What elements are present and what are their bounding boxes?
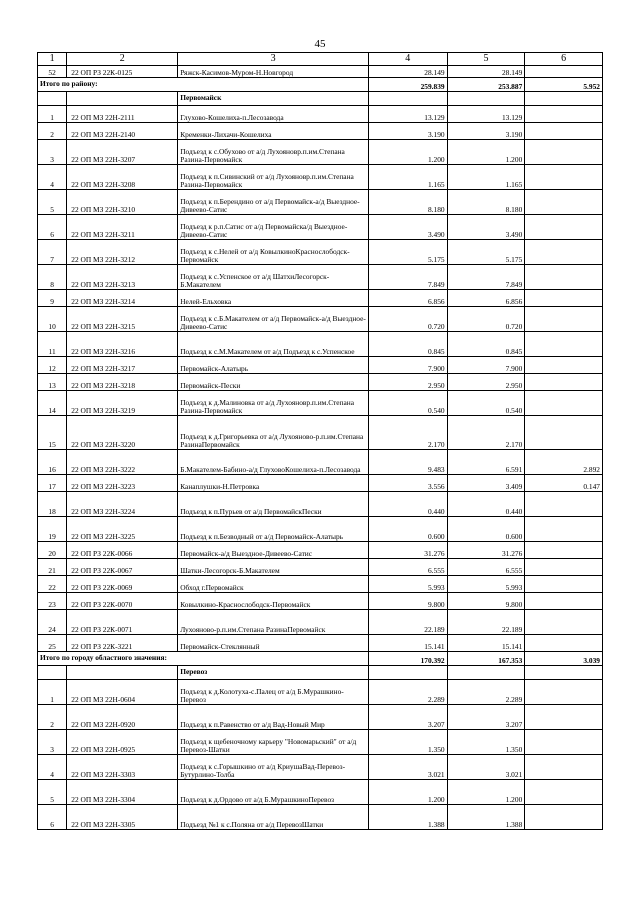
value-col6 [525,140,603,165]
table-row [38,542,603,559]
road-name: Подъезд к п.Безводный от а/д Первомайск-Алатырь [178,517,369,542]
total-label: Итого по городу областного значения: [38,652,369,666]
header-cell: 3 [178,53,369,66]
total-col6: 3.039 [525,652,603,666]
table-row [38,475,603,492]
road-code: 22 ОП МЗ 22Н-3223 [67,475,178,492]
total-col4: 170.392 [368,652,447,666]
value-col4: 3.556 [368,475,447,492]
value-col6: 2.892 [525,450,603,475]
table-row [38,450,603,475]
road-code: 22 ОП МЗ 22Н-3304 [67,780,178,805]
row-number: 9 [38,290,67,307]
value-col4: 0.600 [368,517,447,542]
value-col4: 3.207 [368,705,447,730]
value-col6 [525,332,603,357]
row-number: 2 [38,123,67,140]
road-code: 22 ОП РЗ 22К-3221 [67,635,178,652]
value-col4: 7.900 [368,357,447,374]
table-row [38,610,603,635]
value-col6 [525,265,603,290]
table-row [38,593,603,610]
total-col6: 5.952 [525,78,603,92]
road-code: 22 ОП РЗ 22К-0069 [67,576,178,593]
value-col4: 1.165 [368,165,447,190]
road-name: Подъезд к д.Малиновка от а/д Лухояновр.п.им.Степана Разина-Первомайск [178,391,369,416]
row-number: 19 [38,517,67,542]
table-row [38,240,603,265]
value-col6 [525,374,603,391]
row-number: 4 [38,165,67,190]
road-code: 22 ОП МЗ 22Н-3225 [67,517,178,542]
road-name: Первомайск-а/д Выездное-Дивеево-Сатис [178,542,369,559]
road-code: 22 ОП РЗ 22К-0071 [67,610,178,635]
table-row [38,705,603,730]
value-col5: 6.856 [447,290,525,307]
road-name: Подъезд к п.Пурьев от а/д ПервомайскПески [178,492,369,517]
road-code: 22 ОП МЗ 22Н-3213 [67,265,178,290]
road-code: 22 ОП МЗ 22Н-3217 [67,357,178,374]
row-number: 2 [38,705,67,730]
header-cell: 4 [368,53,447,66]
total-col5: 167.353 [447,652,525,666]
empty-cell [67,92,178,106]
row-number: 10 [38,307,67,332]
total-col4: 259.839 [368,78,447,92]
road-name: Подъезд к п.Равенство от а/д Вад-Новый Мир [178,705,369,730]
value-col4: 0.845 [368,332,447,357]
value-col6 [525,416,603,450]
road-name: Подъезд к щебеночному карьеру "Новомарьский" от а/д Перевоз-Шатки [178,730,369,755]
table-row [38,66,603,78]
table-row [38,492,603,517]
value-col5: 13.129 [447,106,525,123]
road-name: Б.Макателем-Бабино-а/д ГлуховоКошелиха-п.Лесозавода [178,450,369,475]
value-col6 [525,635,603,652]
row-number: 6 [38,215,67,240]
row-number: 21 [38,559,67,576]
road-name: Подъезд к п.Берендино от а/д Первомайск-а/д Выездное-Дивеево-Сатис [178,190,369,215]
value-col4: 1.350 [368,730,447,755]
value-col4: 1.200 [368,140,447,165]
road-name: Нелей-Ельховка [178,290,369,307]
row-number: 5 [38,780,67,805]
value-col5: 1.165 [447,165,525,190]
road-code: 22 ОП МЗ 22Н-3218 [67,374,178,391]
road-code: 22 ОП МЗ 22Н-3214 [67,290,178,307]
road-name: Подъезд к д.Григорьевка от а/д Лухояново-р.п.им.Степана РазинаПервомайск [178,416,369,450]
total-col5: 253.887 [447,78,525,92]
value-col6 [525,576,603,593]
road-name: Кременки-Лихачи-Кошелиха [178,123,369,140]
row-number: 14 [38,391,67,416]
road-name: Подъезд к р.п.Сатис от а/д Первомайска/д Выездное-Дивеево-Сатис [178,215,369,240]
value-col5: 1.200 [447,140,525,165]
value-col6 [525,680,603,705]
value-col5: 0.540 [447,391,525,416]
value-col5: 1.350 [447,730,525,755]
value-col6 [525,357,603,374]
value-col6 [525,307,603,332]
value-col4: 0.720 [368,307,447,332]
value-col5: 5.993 [447,576,525,593]
value-col5: 3.207 [447,705,525,730]
value-col4: 9.483 [368,450,447,475]
value-col6 [525,559,603,576]
table-row [38,576,603,593]
table-row [38,780,603,805]
row-number: 15 [38,416,67,450]
value-col5: 22.189 [447,610,525,635]
section-row [38,92,603,106]
value-col4: 1.388 [368,805,447,830]
value-col4: 22.189 [368,610,447,635]
page-number: 45 [314,38,326,50]
road-name: Подъезд к с.М.Макателем от а/д Подъезд к с.Успенское [178,332,369,357]
value-col6 [525,165,603,190]
road-name: Подъезд к с.Горышкино от а/д КриушаВад-Перевоз-Бутурлино-Толба [178,755,369,780]
value-col4: 2.950 [368,374,447,391]
row-number: 7 [38,240,67,265]
road-code: 22 ОП МЗ 22Н-3303 [67,755,178,780]
table-row [38,123,603,140]
table-row [38,190,603,215]
row-number: 23 [38,593,67,610]
road-code: 22 ОП МЗ 22Н-0920 [67,705,178,730]
row-number: 18 [38,492,67,517]
value-col4: 6.856 [368,290,447,307]
row-number: 24 [38,610,67,635]
value-col6 [525,391,603,416]
value-col6 [525,730,603,755]
row-number: 1 [38,106,67,123]
value-col6 [525,805,603,830]
road-name: Подъезд к с.Б.Макателем от а/д Первомайск-а/д Выездное-Дивеево-Сатис [178,307,369,332]
road-code: 22 ОП МЗ 22Н-2140 [67,123,178,140]
value-col4: 3.190 [368,123,447,140]
table-row [38,307,603,332]
value-col6 [525,517,603,542]
row-number: 25 [38,635,67,652]
table-row [38,357,603,374]
table-row [38,755,603,780]
road-code: 22 ОП МЗ 22Н-3305 [67,805,178,830]
value-col6 [525,755,603,780]
road-code: 22 ОП РЗ 22К-0067 [67,559,178,576]
table-row [38,391,603,416]
section-title: Перевоз [178,666,369,680]
road-code: 22 ОП РЗ 22К-0070 [67,593,178,610]
row-number: 3 [38,730,67,755]
road-name: Шатки-Лесогорск-Б.Макателем [178,559,369,576]
value-col5: 3.190 [447,123,525,140]
value-col6 [525,542,603,559]
road-name: Подъезд к с.Нелей от а/д КовылкиноКраснослободск-Первомайск [178,240,369,265]
road-code: 22 ОП МЗ 22Н-3219 [67,391,178,416]
row-number: 22 [38,576,67,593]
road-name: Первомайск-Стеклянный [178,635,369,652]
value-col6 [525,123,603,140]
value-col5: 1.388 [447,805,525,830]
row-number: 11 [38,332,67,357]
table-row [38,805,603,830]
value-col5: 3.409 [447,475,525,492]
road-code: 22 ОП МЗ 22Н-2111 [67,106,178,123]
value-col4: 7.849 [368,265,447,290]
value-col5: 7.900 [447,357,525,374]
table-row [38,165,603,190]
value-col5: 31.276 [447,542,525,559]
table-row [38,215,603,240]
empty-cell [447,92,525,106]
road-code: 22 ОП МЗ 22Н-0925 [67,730,178,755]
road-code: 22 ОП МЗ 22Н-3215 [67,307,178,332]
row-number: 6 [38,805,67,830]
value-col6: 0.147 [525,475,603,492]
value-col5: 8.180 [447,190,525,215]
value-col5: 6.591 [447,450,525,475]
total-label: Итого по району: [38,78,369,92]
value-col4: 9.800 [368,593,447,610]
section-title: Первомайск [178,92,369,106]
road-code: 22 ОП МЗ 22Н-3220 [67,416,178,450]
value-col5: 5.175 [447,240,525,265]
roads-table [37,52,603,830]
value-col5: 1.200 [447,780,525,805]
table-row [38,332,603,357]
value-col5: 0.845 [447,332,525,357]
section-row [38,666,603,680]
value-col4: 5.175 [368,240,447,265]
table-row [38,517,603,542]
road-name: Лухояново-р.п.им.Степана РазинаПервомайск [178,610,369,635]
road-code: 22 ОП МЗ 22Н-3210 [67,190,178,215]
row-number: 17 [38,475,67,492]
value-col5: 3.021 [447,755,525,780]
road-name: Подъезд №1 к с.Поляна от а/д ПеревозШатки [178,805,369,830]
value-col4: 31.276 [368,542,447,559]
value-col4: 0.440 [368,492,447,517]
table-row [38,290,603,307]
row-number: 20 [38,542,67,559]
table-row [38,106,603,123]
total-row [38,652,603,666]
empty-cell [38,666,67,680]
header-cell: 2 [67,53,178,66]
value-col6 [525,610,603,635]
value-col4: 1.200 [368,780,447,805]
value-col5: 2.950 [447,374,525,391]
empty-cell [368,92,447,106]
row-number: 3 [38,140,67,165]
value-col5: 2.170 [447,416,525,450]
table-row [38,416,603,450]
table-row [38,730,603,755]
road-code: 22 ОП МЗ 22Н-3216 [67,332,178,357]
road-name: Обход г.Первомайск [178,576,369,593]
table-row [38,635,603,652]
value-col4: 28.149 [368,66,447,78]
value-col6 [525,66,603,78]
road-name: Ковылкино-Краснослободск-Первомайск [178,593,369,610]
value-col6 [525,492,603,517]
value-col5: 0.720 [447,307,525,332]
empty-cell [525,666,603,680]
road-name: Подъезд к д.Ордово от а/д Б.МурашкиноПеревоз [178,780,369,805]
value-col5: 2.289 [447,680,525,705]
value-col5: 7.849 [447,265,525,290]
row-number: 8 [38,265,67,290]
road-name: Ряжск-Касимов-Муром-Н.Новгород [178,66,369,78]
value-col6 [525,190,603,215]
empty-cell [525,92,603,106]
header-cell: 5 [447,53,525,66]
row-number: 12 [38,357,67,374]
row-number: 5 [38,190,67,215]
value-col6 [525,593,603,610]
empty-cell [67,666,178,680]
value-col4: 13.129 [368,106,447,123]
header-row [38,53,603,66]
value-col4: 2.289 [368,680,447,705]
row-number: 1 [38,680,67,705]
road-name: Первомайск-Алатырь [178,357,369,374]
road-code: 22 ОП МЗ 22Н-3212 [67,240,178,265]
value-col4: 0.540 [368,391,447,416]
empty-cell [38,92,67,106]
value-col5: 28.149 [447,66,525,78]
value-col6 [525,215,603,240]
value-col4: 8.180 [368,190,447,215]
road-name: Глухово-Кошелиха-п.Лесозавода [178,106,369,123]
total-row [38,78,603,92]
road-code: 22 ОП МЗ 22Н-3208 [67,165,178,190]
road-code: 22 ОП МЗ 22Н-0604 [67,680,178,705]
value-col4: 6.555 [368,559,447,576]
row-number: 52 [38,66,67,78]
value-col5: 0.600 [447,517,525,542]
table-row [38,559,603,576]
value-col5: 6.555 [447,559,525,576]
value-col6 [525,705,603,730]
value-col4: 5.993 [368,576,447,593]
header-cell: 6 [525,53,603,66]
road-name: Подъезд к д.Колотуха-с.Палец от а/д Б.Мурашкино-Перевоз [178,680,369,705]
road-code: 22 ОП МЗ 22Н-3224 [67,492,178,517]
value-col4: 3.490 [368,215,447,240]
empty-cell [368,666,447,680]
table-row [38,374,603,391]
road-name: Подъезд к п.Сивинский от а/д Лухояновр.п.им.Степана Разина-Первомайск [178,165,369,190]
value-col5: 9.800 [447,593,525,610]
value-col6 [525,106,603,123]
header-cell: 1 [38,53,67,66]
row-number: 13 [38,374,67,391]
road-name: Канаплушки-Н.Петровка [178,475,369,492]
value-col5: 15.141 [447,635,525,652]
row-number: 4 [38,755,67,780]
value-col4: 3.021 [368,755,447,780]
road-code: 22 ОП РЗ 22К-0066 [67,542,178,559]
table-row [38,680,603,705]
value-col4: 2.170 [368,416,447,450]
value-col5: 0.440 [447,492,525,517]
value-col6 [525,290,603,307]
value-col6 [525,780,603,805]
road-name: Первомайск-Пески [178,374,369,391]
road-code: 22 ОП РЗ 22К-0125 [67,66,178,78]
value-col5: 3.490 [447,215,525,240]
road-code: 22 ОП МЗ 22Н-3211 [67,215,178,240]
empty-cell [447,666,525,680]
road-name: Подъезд к с.Успенское от а/д ШатхиЛесогорск-Б.Макателем [178,265,369,290]
road-code: 22 ОП МЗ 22Н-3222 [67,450,178,475]
value-col6 [525,240,603,265]
table-row [38,265,603,290]
road-name: Подъезд к с.Обухово от а/д Лухояновр.п.им.Степана Разина-Первомайск [178,140,369,165]
row-number: 16 [38,450,67,475]
road-code: 22 ОП МЗ 22Н-3207 [67,140,178,165]
table-row [38,140,603,165]
value-col4: 15.141 [368,635,447,652]
